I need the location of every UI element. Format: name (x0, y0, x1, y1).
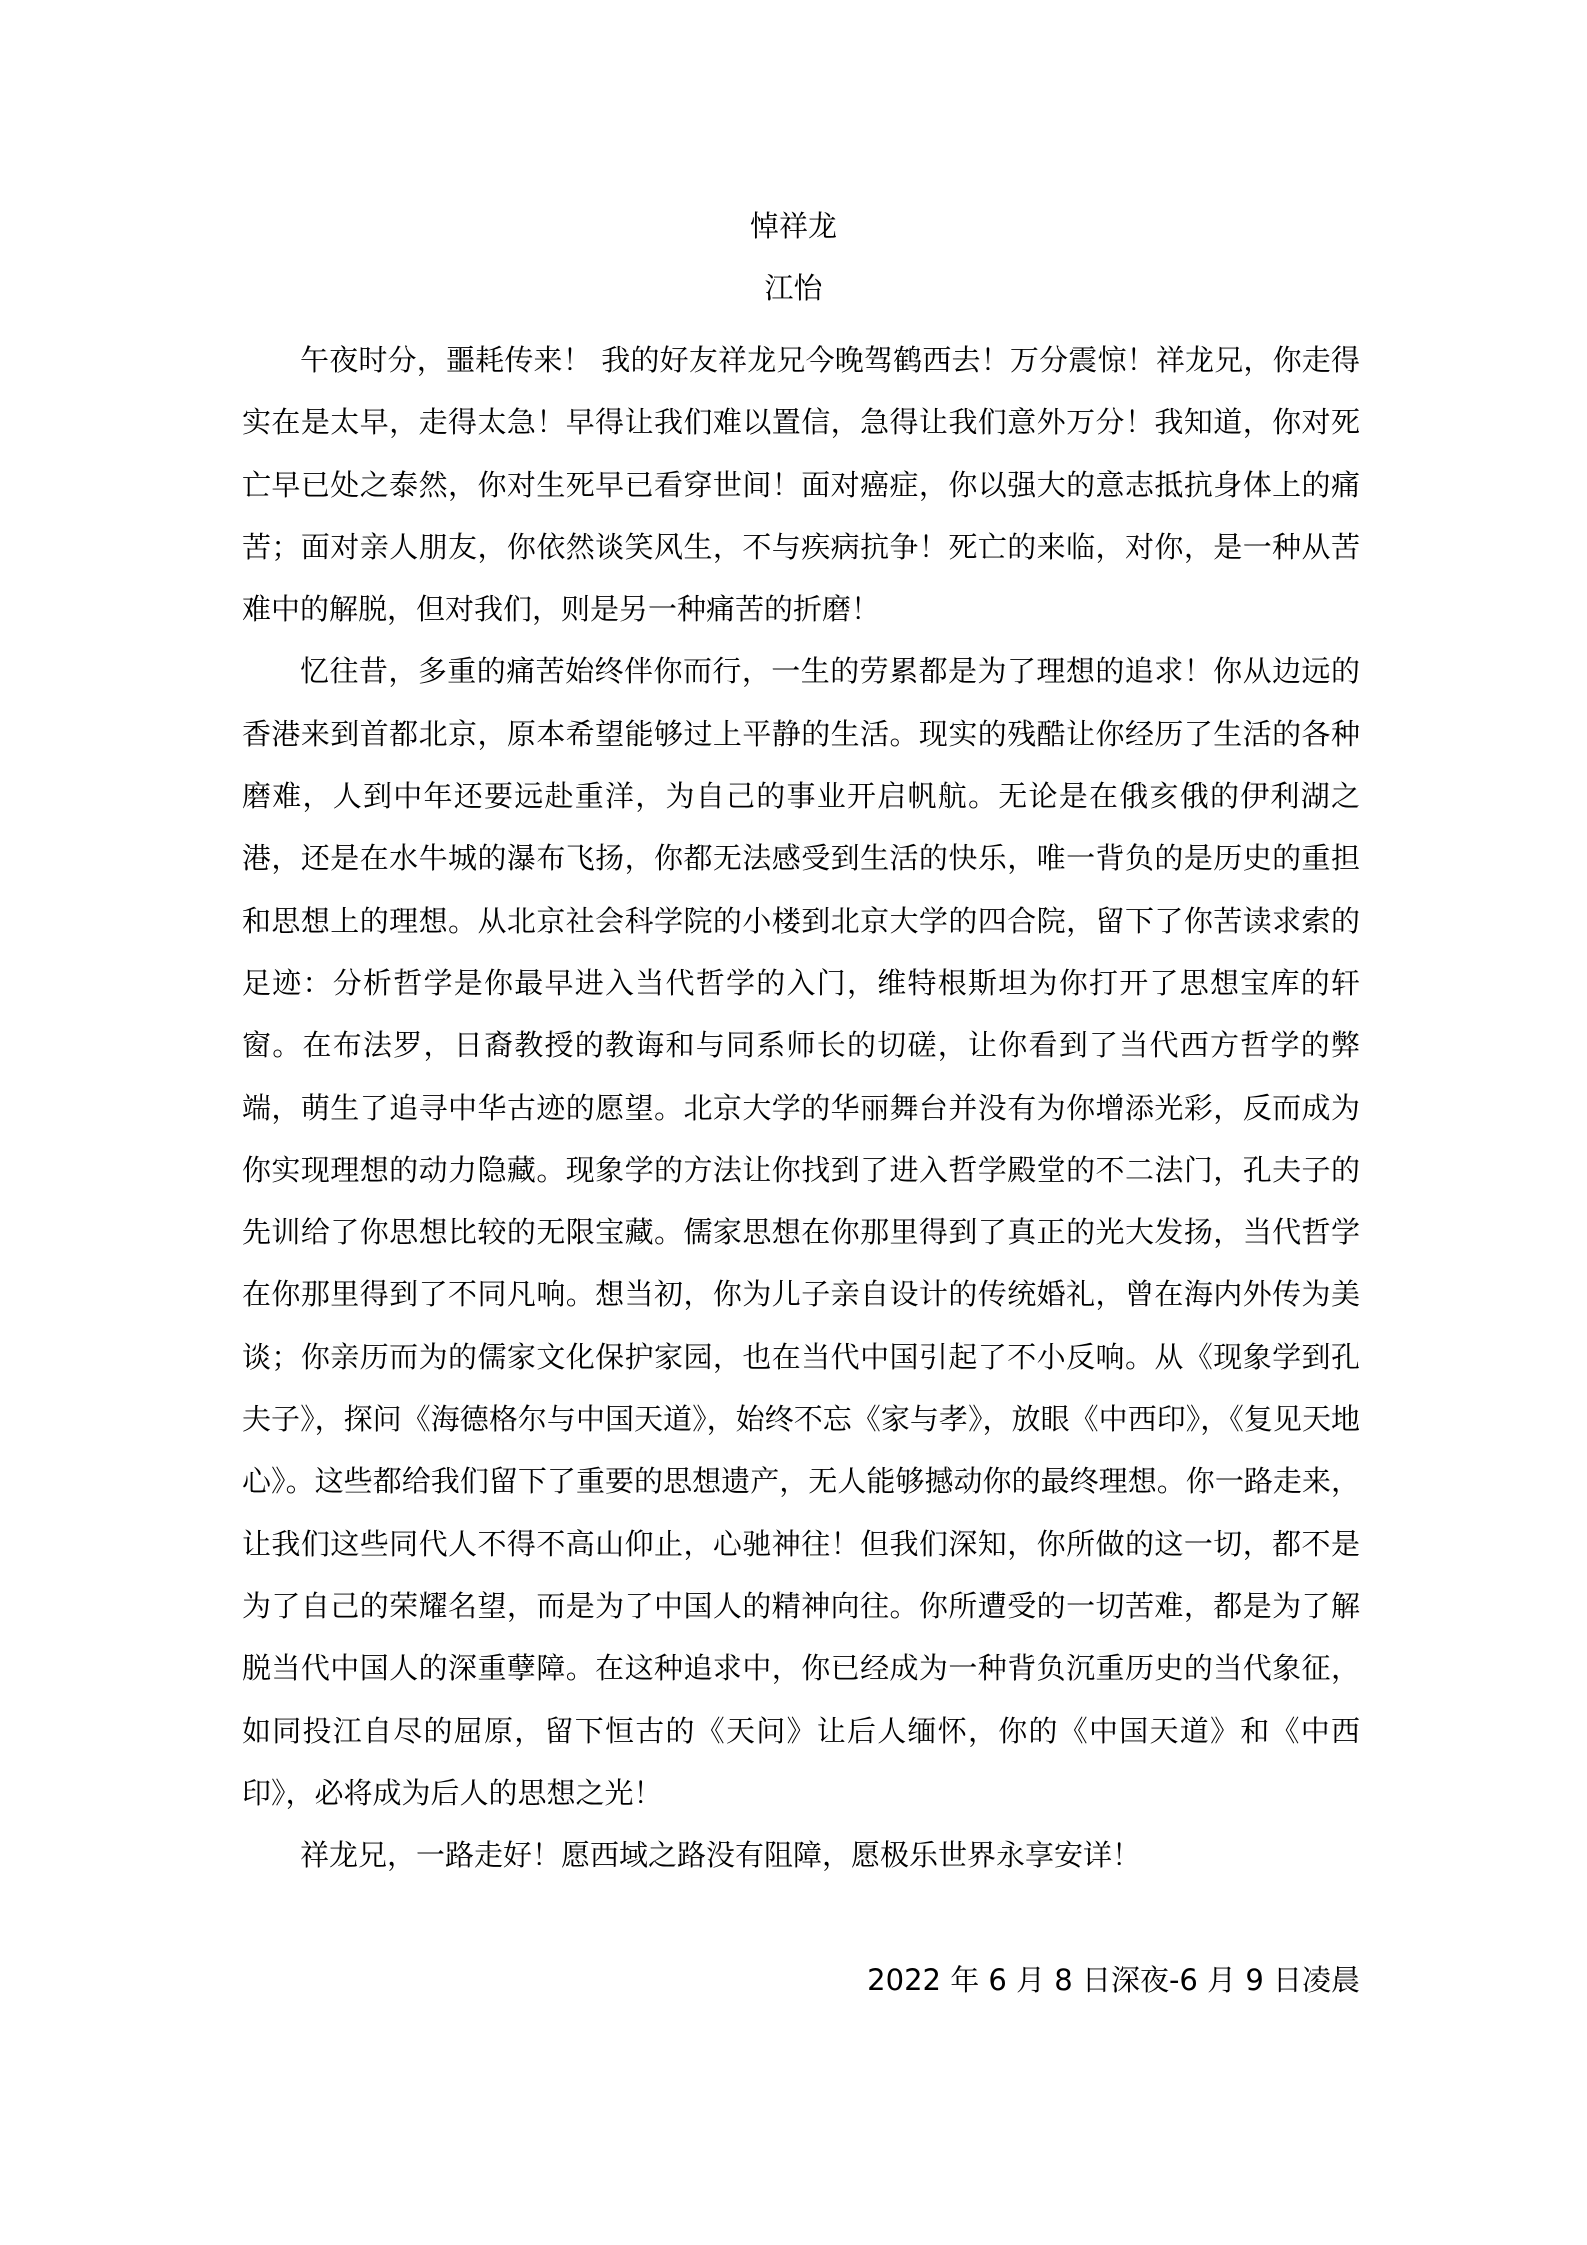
paragraph-1: 午夜时分，噩耗传来！ 我的好友祥龙兄今晚驾鹤西去！万分震惊！祥龙兄，你走得实在是太早，走得太急！早得让我们难以置信，急得让我们意外万分！我知道，你对死亡早已处之泰然，你对生死早已看穿世间！面对癌症，你以强大的意志抵抗身体上的痛苦；面对亲人朋友，你依然谈笑风生，不与疾病抗争！死亡的来临，对你，是一种从苦难中的解脱，但对我们，则是另一种痛苦的折磨！ (242, 343, 1360, 627)
document-title: 悼祥龙 (749, 209, 837, 243)
paragraph-3: 祥龙兄，一路走好！愿西域之路没有阻障，愿极乐世界永享安详！ (300, 1838, 1142, 1873)
document-author: 江怡 (764, 271, 823, 305)
document-body (242, 329, 1360, 1886)
date-line: 2022 年 6 月 8 日深夜-6 月 9 日凌晨 (867, 1963, 1360, 1997)
paragraph-2: 忆往昔，多重的痛苦始终伴你而行，一生的劳累都是为了理想的追求！你从边远的香港来到首都北京，原本希望能够过上平静的生活。现实的残酷让你经历了生活的各种磨难，人到中年还要远赴重洋，为自己的事业开启帆航。无论是在俄亥俄的伊利湖之港，还是在水牛城的瀑布飞扬，你都无法感受到生活的快乐，唯一背负的是历史的重担和思想上的理想。从北京社会科学院的小楼到北京大学的四合院，留下了你苦读求索的足迹：分析哲学是你最早进入当代哲学的入门，维特根斯坦为你打开了思想宝库的轩窗。在布法罗，日裔教授的教诲和与同系师长的切磋，让你看到了当代西方哲学的弊端，萌生了追寻中华古迹的愿望。北京大学的华丽舞台并没有为你增添光彩，反而成为你实现理想的动力隐藏。现象学的方法让你找到了进入哲学殿堂的不二法门，孔夫子的先训给了你思想比较的无限宝藏。儒家思想在你那里得到了真正的光大发扬，当代哲学在你那里得到了不同凡响。想当初，你为儿子亲自设计的传统婚礼，曾在海内外传为美谈；你亲历而为的儒家文化保护家园，也在当代中国引起了不小反响。从《现象学到孔夫子》，探问《海德格尔与中国天道》，始终不忘《家与孝》，放眼《中西印》，《复见天地心》。这些都给我们留下了重要的思想遗产，无人能够撼动你的最终理想。你一路走来，让我们这些同代人不得不高山仰止，心驰神往！但我们深知，你所做的这一切，都不是为了自己的荣耀名望，而是为了中国人的精神向往。你所遭受的一切苦难，都是为了解脱当代中国人的深重孽障。在这种追求中，你已经成为一种背负沉重历史的当代象征，如同投江自尽的屈原，留下恒古的《天问》让后人缅怀，你的《中国天道》和《中西印》，必将成为后人的思想之光！ (242, 654, 1360, 1810)
